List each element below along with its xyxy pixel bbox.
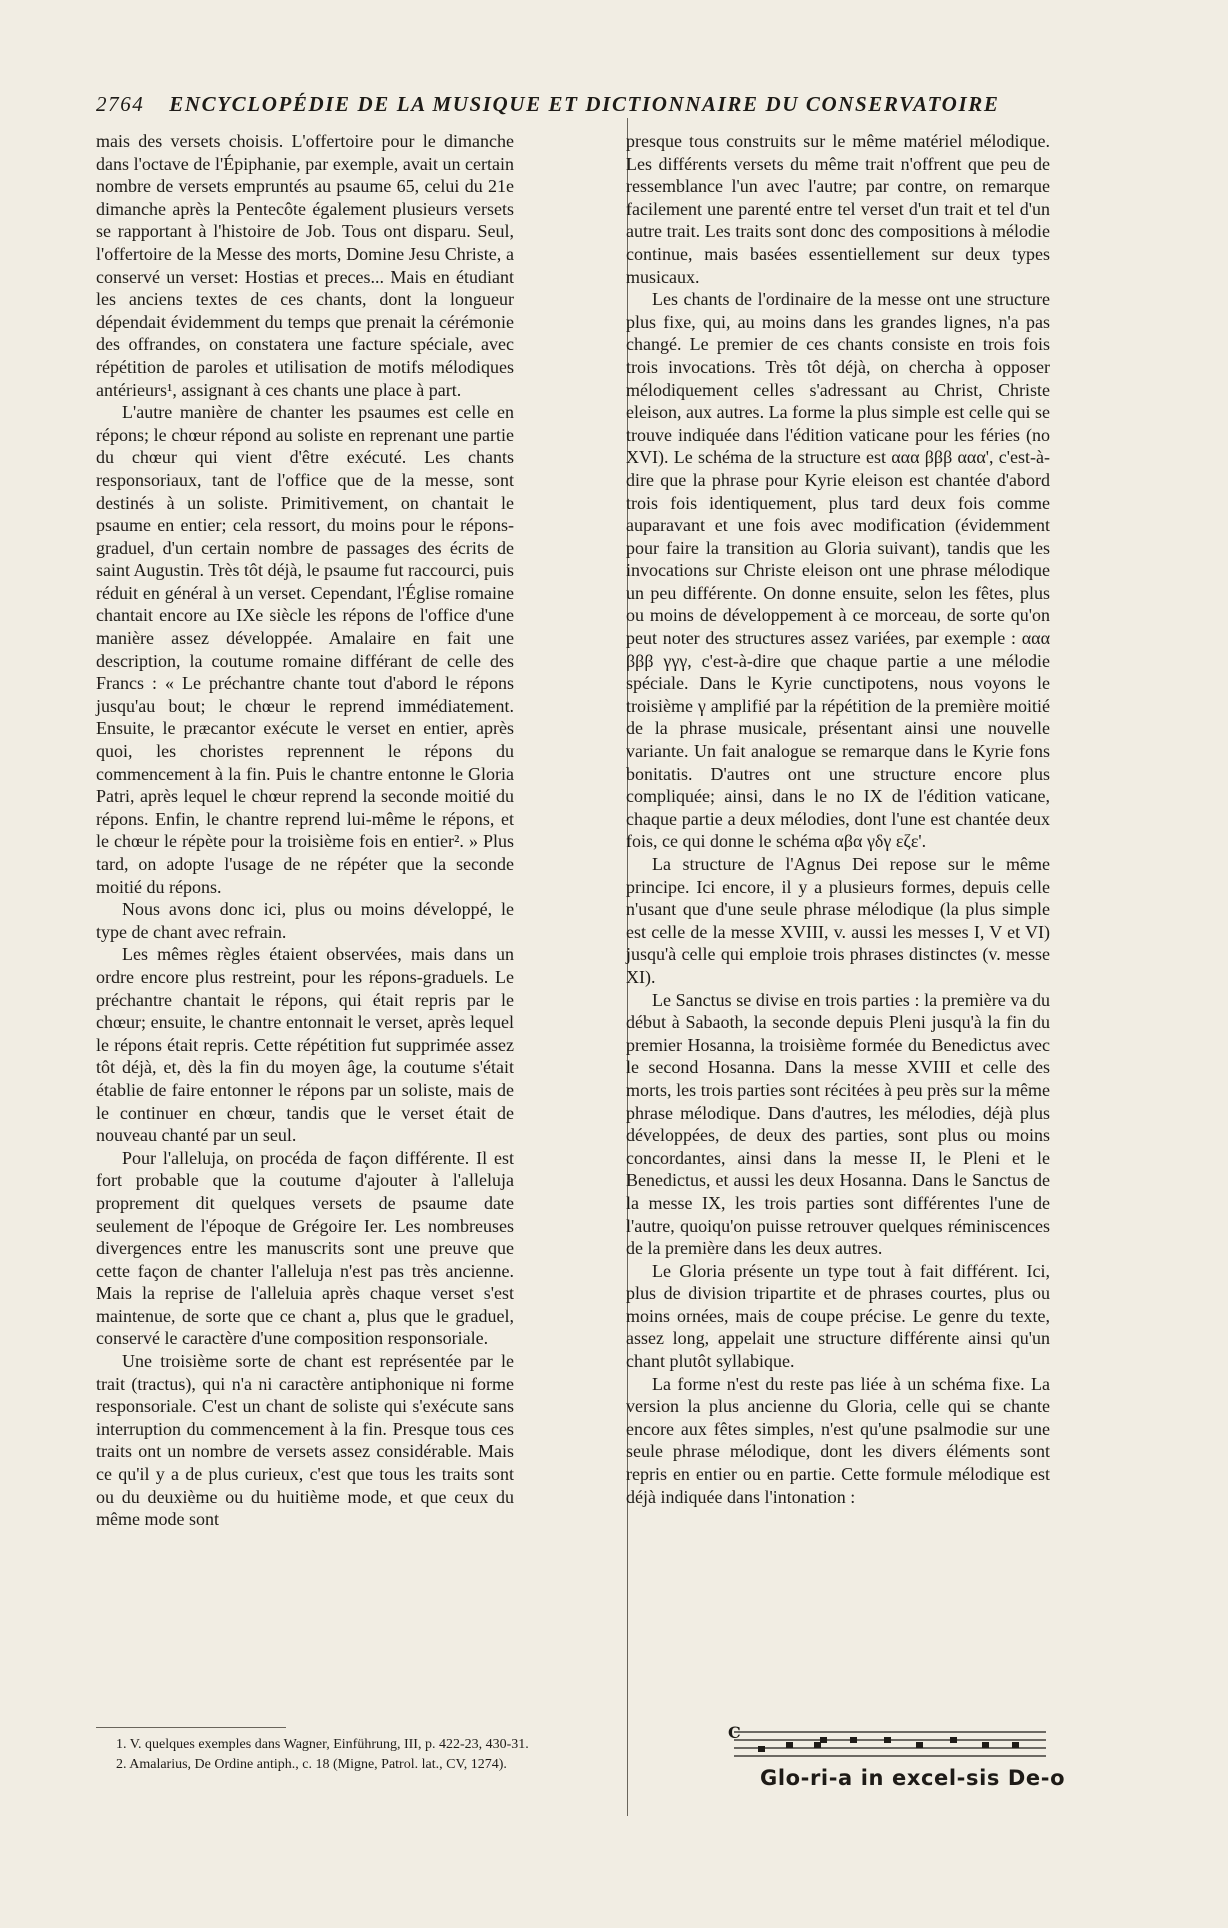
paragraph: Pour l'alleluja, on procéda de façon différente. Il est fort probable que la coutume d'ajouter à l'alleluja proprement dit quelques versets de psaume date seulement de l'époque de Grégoire Ier. Les nombreuses divergences entre les manuscrits sont une preuve que cette façon de chanter l'alleluja n'est pas très ancienne. Mais la reprise de l'alleluia après chaque verset s'est maintenue, de sorte que ce chant a, plus que le graduel, conservé le caractère d'une composition responsoriale. [96, 1147, 514, 1349]
footnote: 1. V. quelques exemples dans Wagner, Einführung, III, p. 422-23, 430-31. [116, 1737, 529, 1752]
footnote: 2. Amalarius, De Ordine antiph., c. 18 (Migne, Patrol. lat., CV, 1274). [116, 1756, 507, 1772]
paragraph: La forme n'est du reste pas liée à un schéma fixe. La version la plus ancienne du Gloria, celle qui se chante encore aux fêtes simples, n'est qu'une psalmodie sur une seule phrase mélodique, dont les divers éléments sont repris en entier ou en partie. Cette formule mélodique est déjà indiquée dans l'intonation : [626, 1373, 1050, 1507]
c-clef-icon: C [728, 1723, 741, 1742]
left-column [96, 130, 514, 1531]
paragraph: Le Gloria présente un type tout à fait différent. Ici, plus de division tripartite et de phrases courtes, plus ou moins ornées, mais de coupe précise. Le genre du texte, assez long, appelait une structure différente ainsi qu'un chant plutôt syllabique. [626, 1260, 1050, 1372]
music-lyric: Glo-ri-a in excel-sis De-o [760, 1766, 1066, 1790]
paragraph: La structure de l'Agnus Dei repose sur le même principe. Ici encore, il y a plusieurs formes, depuis celle n'usant que d'une seule phrase mélodique (la plus simple est celle de la messe XVIII, v. aussi les messes I, V et VI) jusqu'à celle qui emploie trois phrases distinctes (v. messe XI). [626, 854, 1050, 987]
paragraph: Les mêmes règles étaient observées, mais dans un ordre encore plus restreint, pour les répons-graduels. Le préchantre chantait le répons, qui était repris par le chœur; ensuite, le chantre entonnait le verset, après lequel le répons était repris. Cette répétition fut supprimée assez tôt déjà, et, dès la fin du moyen âge, la coutume s'était établie de faire entonner le répons par un soliste, mais de le continuer en chœur, tandis que le verset était de nouveau chanté par un seul. [96, 944, 514, 1146]
running-title: ENCYCLOPÉDIE DE LA MUSIQUE ET DICTIONNAIRE DU CONSERVATOIRE [169, 92, 1000, 116]
music-staff [728, 1710, 1048, 1770]
paragraph: Nous avons donc ici, plus ou moins développé, le type de chant avec refrain. [96, 899, 514, 942]
footnote-rule [96, 1727, 286, 1728]
paragraph: mais des versets choisis. L'offertoire pour le dimanche dans l'octave de l'Épiphanie, par exemple, avait un certain nombre de versets empruntés au psaume 65, celui du 21e dimanche après la Pentecôte également plusieurs versets se rapportant à l'histoire de Job. Tous ont disparu. Seul, l'offertoire de la Messe des morts, Domine Jesu Christe, a conservé un verset: Hostias et preces... Mais en étudiant les anciens textes de ces chants, dont la longueur dépendait évidemment du temps que prenait la cérémonie des offrandes, on constatera une facture spéciale, avec répétition de paroles et utilisation de motifs mélodiques antérieurs¹, assignant à ces chants une place à part. [96, 131, 514, 400]
footnotes [96, 1736, 631, 1775]
page-header [96, 92, 1041, 117]
paragraph: Une troisième sorte de chant est représentée par le trait (tractus), qui n'a ni caractère antiphonique ni forme responsoriale. C'est un chant de soliste qui s'exécute sans interruption du commencement à la fin. Presque tous ces traits ont un nombre de versets assez considérable. Mais ce qu'il y a de plus curieux, c'est que tous les traits sont ou du deuxième ou du huitième mode, et que ceux du même mode sont [96, 1351, 514, 1530]
paragraph: presque tous construits sur le même matériel mélodique. Les différents versets du même trait n'offrent que peu de ressemblance l'un avec l'autre; par contre, on remarque facilement une parenté entre tel verset d'un trait et tel d'un autre trait. Les traits sont donc des compositions à mélodie continue, mais basées essentiellement sur deux types musicaux. [626, 131, 1050, 287]
right-column [626, 130, 1050, 1508]
paragraph: Les chants de l'ordinaire de la messe ont une structure plus fixe, qui, au moins dans les grandes lignes, n'a pas changé. Le premier de ces chants consiste en trois fois trois invocations. Très tôt déjà, on chercha à opposer mélodiquement celles s'adressant au Christ, Christe eleison, aux autres. La forme la plus simple est celle qui se trouve indiquée dans l'édition vaticane pour les féries (no XVI). Le schéma de la structure est ααα βββ ααα', c'est-à-dire que la phrase pour Kyrie eleison est chantée d'abord trois fois identiquement, plus tard deux fois comme auparavant et une fois avec modification (évidemment pour faire la transition au Gloria suivant), tandis que les invocations sur Christe eleison ont une phrase mélodique un peu différente. On donne ensuite, selon les fêtes, plus ou moins de développement à ce morceau, de sorte qu'on peut noter des structures assez variées, par exemple : ααα βββ γγγ, c'est-à-dire que chaque partie a une mélodie spéciale. Dans le Kyrie cunctipotens, nous voyons le troisième γ amplifié par la répétition de la première moitié de la phrase musicale, présentant ainsi une nouvelle variante. Un fait analogue se remarque dans le Kyrie fons bonitatis. D'autres ont une structure encore plus compliquée; ainsi, dans le no IX de l'édition vaticane, chaque partie a deux mélodies, dont l'une est chantée deux fois, ce qui donne le schéma αβα γδγ εζε'. [626, 289, 1050, 852]
paragraph: Le Sanctus se divise en trois parties : la première va du début à Sabaoth, la seconde depuis Pleni jusqu'à la fin du premier Hosanna, la troisième formée du Benedictus avec le second Hosanna. Dans la messe XVIII et celle des morts, les trois parties sont récitées à peu près sur la même phrase mélodique. Dans d'autres, les mélodies, déjà plus développées, de deux des parties, sont plus ou moins concordantes, ainsi dans la messe II, le Pleni et le Benedictus, et aussi les deux Hosanna. Dans le Sanctus de la messe IX, les trois parties sont différentes l'une de l'autre, quoiqu'on puisse retrouver quelques réminiscences de la première dans les deux autres. [626, 989, 1050, 1259]
paragraph: L'autre manière de chanter les psaumes est celle en répons; le chœur répond au soliste en reprenant une partie du chœur qui vient d'être exécuté. Les chants responsoriaux, tant de l'office que de la messe, sont destinés à un soliste. Primitivement, on chantait le psaume en entier; cela ressort, du moins pour le répons-graduel, d'un certain nombre de passages des écrits de saint Augustin. Très tôt déjà, le psaume fut raccourci, puis réduit en général à un verset. Cependant, l'Église romaine chantait encore au IXe siècle les répons de l'office d'une manière assez développée. Amalaire en fait une description, la coutume romaine différant de celle des Francs : « Le préchantre chante tout d'abord le répons jusqu'au bout; le chœur le reprend immédiatement. Ensuite, le præcantor exécute le verset en entier, après quoi, les choristes reprennent le répons du commencement à la fin. Puis le chantre entonne le Gloria Patri, après lequel le chœur reprend la seconde moitié du répons. Enfin, le chantre reprend lui-même le répons, et le chœur le répète pour la troisième fois en entier². » Plus tard, on adopte l'usage de ne répéter que la seconde moitié du répons. [96, 402, 514, 897]
neumes [758, 1737, 1019, 1752]
page-number: 2764 [96, 92, 145, 116]
